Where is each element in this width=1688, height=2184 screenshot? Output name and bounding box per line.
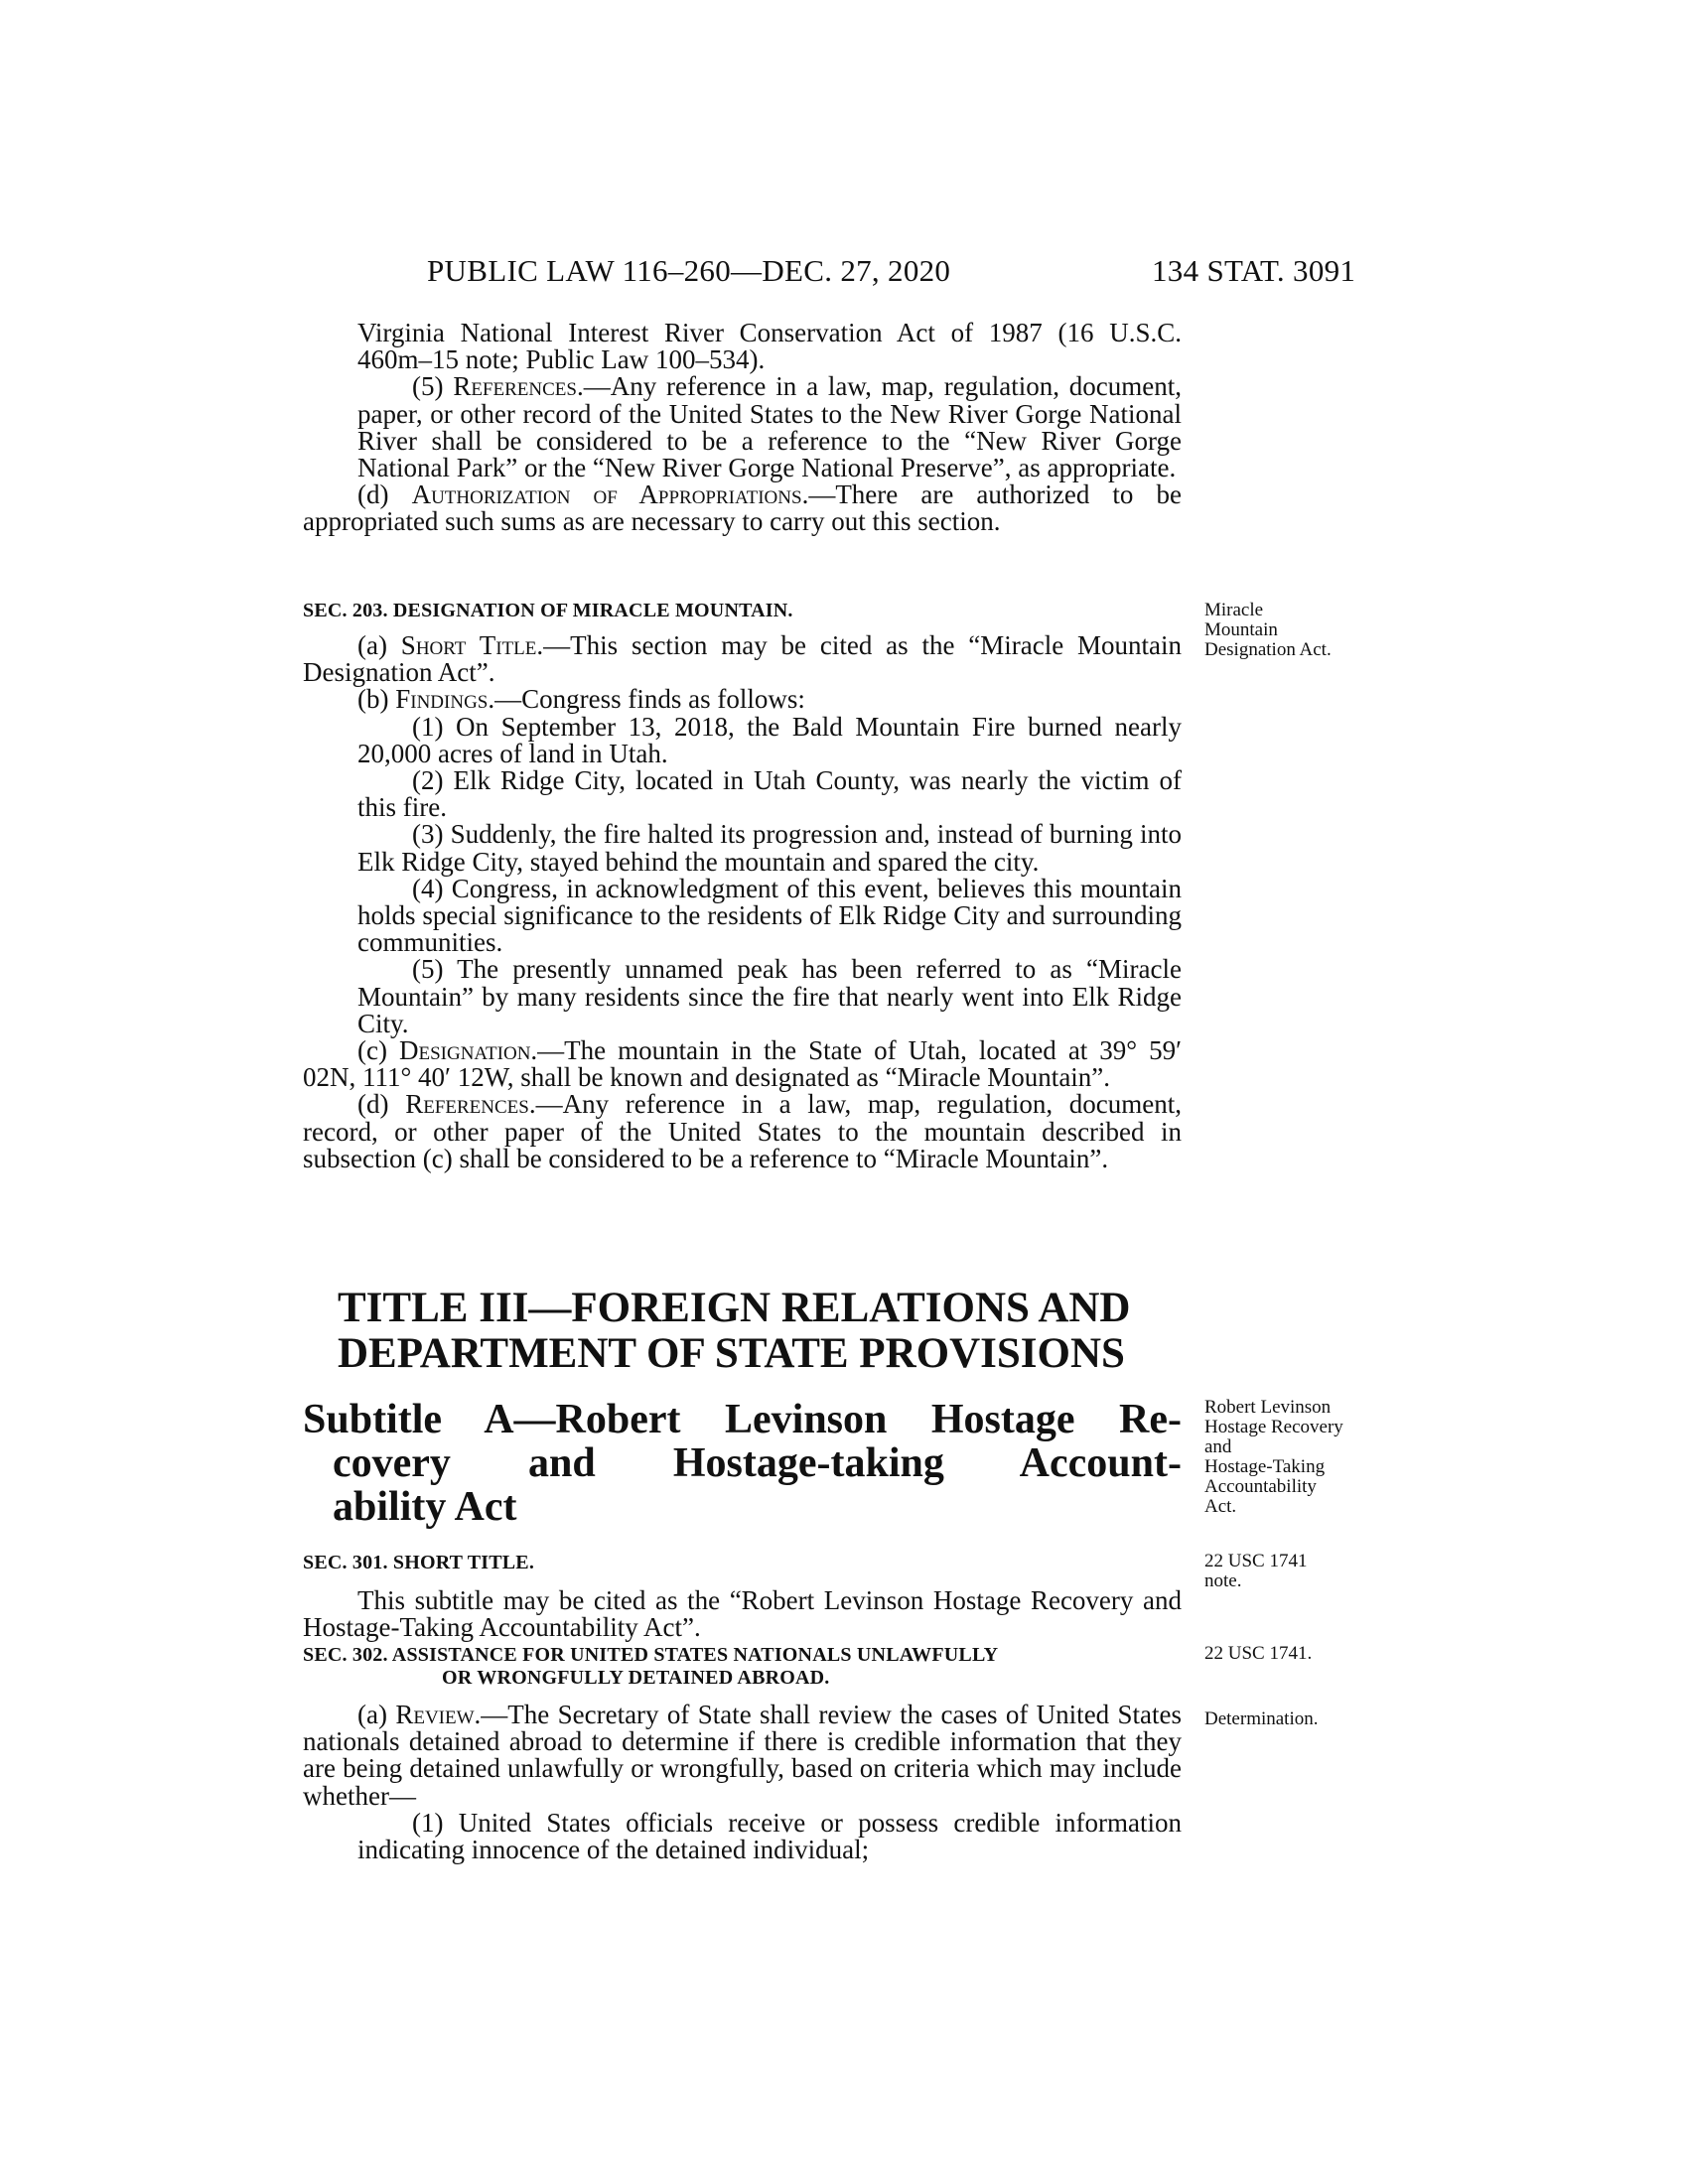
short-title-text: This subtitle may be cited as the “Robert Levinson Hostage Recovery and Hostage-Taking Accountability Act”.	[303, 1585, 1182, 1643]
finding-1: (1) On September 13, 2018, the Bald Mountain Fire burned nearly 20,000 acres of land in Utah.	[357, 711, 1182, 768]
section-203	[303, 600, 1182, 1172]
subsection-a-review: (a) Review.—The Secretary of State shall review the cases of United States nationals detained abroad to determine if there is credible information that they are being detained unlawfully or wrongfully, based on criteria which may include whether—	[303, 1700, 1183, 1811]
section-heading: SEC. 301. SHORT TITLE.	[303, 1552, 535, 1573]
margin-note-levinson-act: Robert Levinson Hostage Recovery and Hostage-Taking Accountability Act.	[1204, 1397, 1343, 1517]
section-302	[303, 1644, 1182, 1863]
paragraph-authorization: (d) Authorization of Appropriations.—There are authorized to be appropriated such sums as are necessary to carry out this section.	[303, 479, 1182, 537]
section-heading-line-1: SEC. 302. ASSISTANCE FOR UNITED STATES NATIONALS UNLAWFULLY	[303, 1644, 999, 1666]
margin-note-determination: Determination.	[1204, 1708, 1319, 1729]
continued-section-text	[303, 320, 1182, 536]
page-header	[0, 253, 1688, 293]
finding-2: (2) Elk Ridge City, located in Utah County, was nearly the victim of this fire.	[357, 765, 1182, 823]
margin-note-usc: 22 USC 1741.	[1204, 1643, 1313, 1664]
margin-note-usc-note: 22 USC 1741 note.	[1204, 1551, 1308, 1591]
paragraph-references: (5) References.—Any reference in a law, map, regulation, document, paper, or other record of the United States to the New River Gorge National River shall be considered to be a reference to the “New River Gorge National Park” or the “New River Gorge National Preserve”, as appropriate.	[357, 371, 1182, 483]
title-iii-heading: TITLE III—FOREIGN RELATIONS AND DEPARTMENT OF STATE PROVISIONS	[338, 1285, 1131, 1377]
paragraph-continuation: Virginia National Interest River Conservation Act of 1987 (16 U.S.C. 460m–15 note; Public Law 100–534).	[357, 318, 1182, 375]
paragraph-1: (1) United States officials receive or possess credible information indicating innocence of the detained individual;	[357, 1807, 1182, 1865]
section-heading-line-2: OR WRONGFULLY DETAINED ABROAD.	[442, 1667, 830, 1689]
section-301	[303, 1552, 1182, 1641]
margin-note-miracle-mountain: Miracle Mountain Designation Act.	[1204, 600, 1332, 660]
public-law-title: PUBLIC LAW 116–260—DEC. 27, 2020	[427, 253, 951, 288]
statute-page-number: 134 STAT. 3091	[1152, 253, 1356, 288]
section-heading: SEC. 203. DESIGNATION OF MIRACLE MOUNTAIN.	[303, 600, 793, 621]
subsection-c: (c) Designation.—The mountain in the State of Utah, located at 39° 59′ 02N, 111° 40′ 12W, shall be known and designated as “Miracle Mountain”.	[303, 1035, 1183, 1093]
subsection-d: (d) References.—Any reference in a law, map, regulation, document, record, or other paper of the United States to the mountain described in subsection (c) shall be considered to be a reference to “Miracle Mountain”.	[303, 1089, 1182, 1173]
subsection-b: (b) Findings.—Congress finds as follows:	[357, 684, 805, 715]
finding-4: (4) Congress, in acknowledgment of this event, believes this mountain holds special significance to the residents of Elk Ridge City and surrounding communities.	[357, 873, 1182, 958]
subsection-a: (a) Short Title.—This section may be cited as the “Miracle Mountain Designation Act”.	[303, 630, 1183, 688]
finding-3: (3) Suddenly, the fire halted its progression and, instead of burning into Elk Ridge City, stayed behind the mountain and spared the city.	[357, 819, 1182, 877]
finding-5: (5) The presently unnamed peak has been referred to as “Miracle Mountain” by many residents since the fire that nearly went into Elk Ridge City.	[357, 954, 1182, 1038]
subtitle-a-heading: Subtitle A—Robert Levinson Hostage Re- covery and Hostage-taking Account- ability Act	[303, 1397, 1182, 1530]
